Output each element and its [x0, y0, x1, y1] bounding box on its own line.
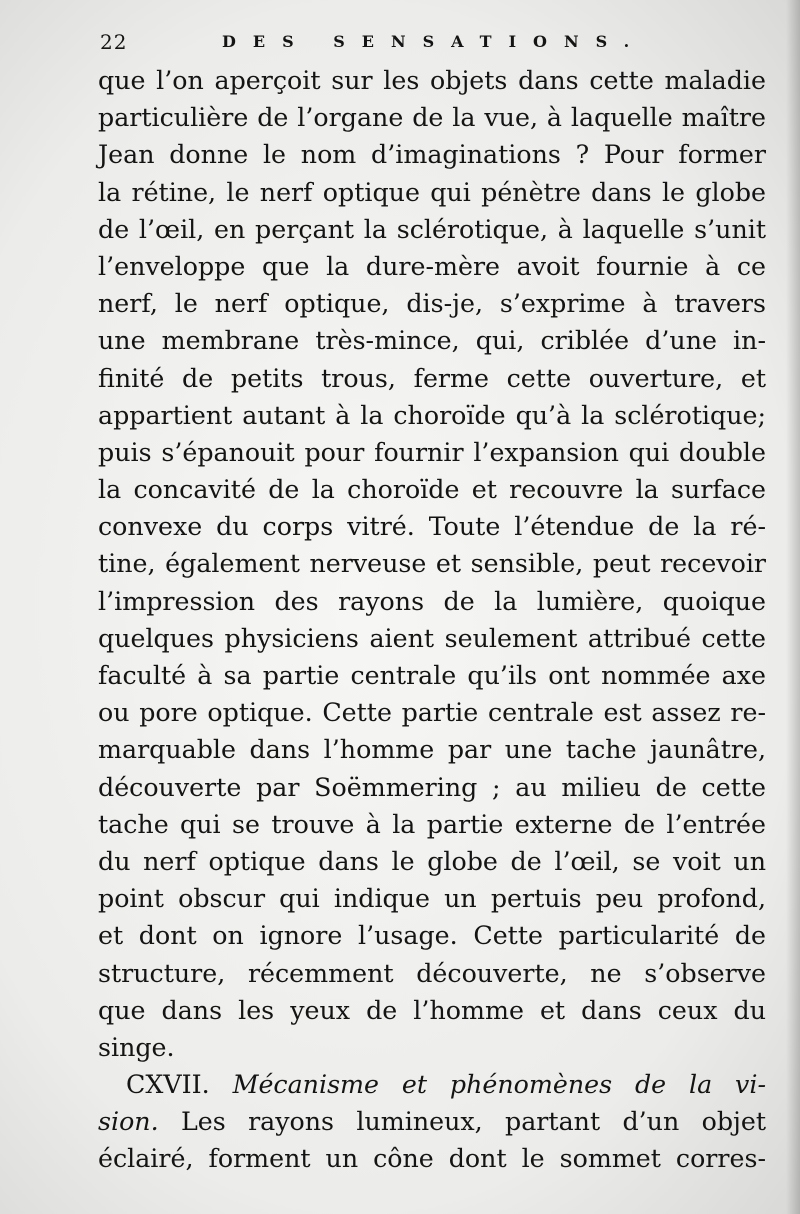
text-line: la concavité de la choroïde et recouvre la surface: [98, 475, 766, 505]
text-line: convexe du corps vitré. Toute l’étendue de la ré-: [98, 512, 766, 542]
text-line: Jean donne le nom d’imaginations ? Pour former: [98, 140, 766, 170]
section-title: Mécanisme et phénomènes de la vi-: [232, 1070, 766, 1100]
text-line: nerf, le nerf optique, dis-je, s’exprime à travers: [98, 289, 766, 319]
section-text: Les rayons lumineux, partant d’un objet: [180, 1107, 767, 1137]
text-line: faculté à sa partie centrale qu’ils ont nommée axe: [98, 661, 766, 690]
page-fold-shadow: [786, 0, 800, 1214]
text-line: puis s’épanouit pour fournir l’expansion qui double: [98, 437, 766, 467]
text-line: ou pore optique. Cette partie centrale est assez re-: [98, 698, 766, 728]
text-line: point obscur qui indique un pertuis peu profond,: [98, 884, 766, 914]
text-line: tache qui se trouve à la partie externe de l’entrée: [98, 809, 766, 839]
text-line: structure, récemment découverte, ne s’observe: [98, 958, 766, 988]
text-line: et dont on ignore l’usage. Cette particularité de: [98, 921, 766, 951]
section-number: CXVII.: [126, 1070, 210, 1100]
text-line: particulière de l’organe de la vue, à laquelle maître: [98, 103, 766, 133]
text-line: de l’œil, en perçant la sclérotique, à laquelle s’unit: [98, 214, 766, 244]
text-line: éclairé, forment un cône dont le sommet corres-: [98, 1144, 766, 1174]
section-heading-line: [98, 1066, 766, 1103]
text-line: que dans les yeux de l’homme et dans ceux du: [98, 995, 766, 1025]
text-line: finité de petits trous, ferme cette ouverture, et: [98, 363, 766, 393]
text-line: du nerf optique dans le globe de l’œil, se voit un: [98, 846, 766, 876]
text-line: que l’on aperçoit sur les objets dans cette maladie: [98, 66, 766, 95]
text-line: appartient autant à la choroïde qu’à la sclérotique;: [98, 400, 766, 430]
text-line: marquable dans l’homme par une tache jaunâtre,: [98, 735, 766, 765]
section-title-continued: sion.: [98, 1107, 159, 1137]
text-line: la rétine, le nerf optique qui pénètre dans le globe: [98, 177, 766, 207]
text-line: quelques physiciens aient seulement attribué cette: [98, 623, 766, 653]
text-line: l’impression des rayons de la lumière, quoique: [98, 586, 766, 616]
running-head: DES SENSATIONS.: [222, 32, 647, 51]
text-line: découverte par Soëmmering ; au milieu de cette: [98, 772, 766, 802]
text-line: singe.: [98, 1032, 175, 1062]
text-line: une membrane très-mince, qui, criblée d’une in-: [98, 326, 766, 356]
page-number: 22: [100, 30, 128, 54]
text-line: l’enveloppe que la dure-mère avoit fournie à ce: [98, 251, 766, 281]
text-line: [98, 1103, 766, 1140]
page-header: [100, 30, 748, 60]
body-text: [98, 62, 766, 1178]
text-line: tine, également nerveuse et sensible, peut recevoir: [98, 549, 766, 579]
